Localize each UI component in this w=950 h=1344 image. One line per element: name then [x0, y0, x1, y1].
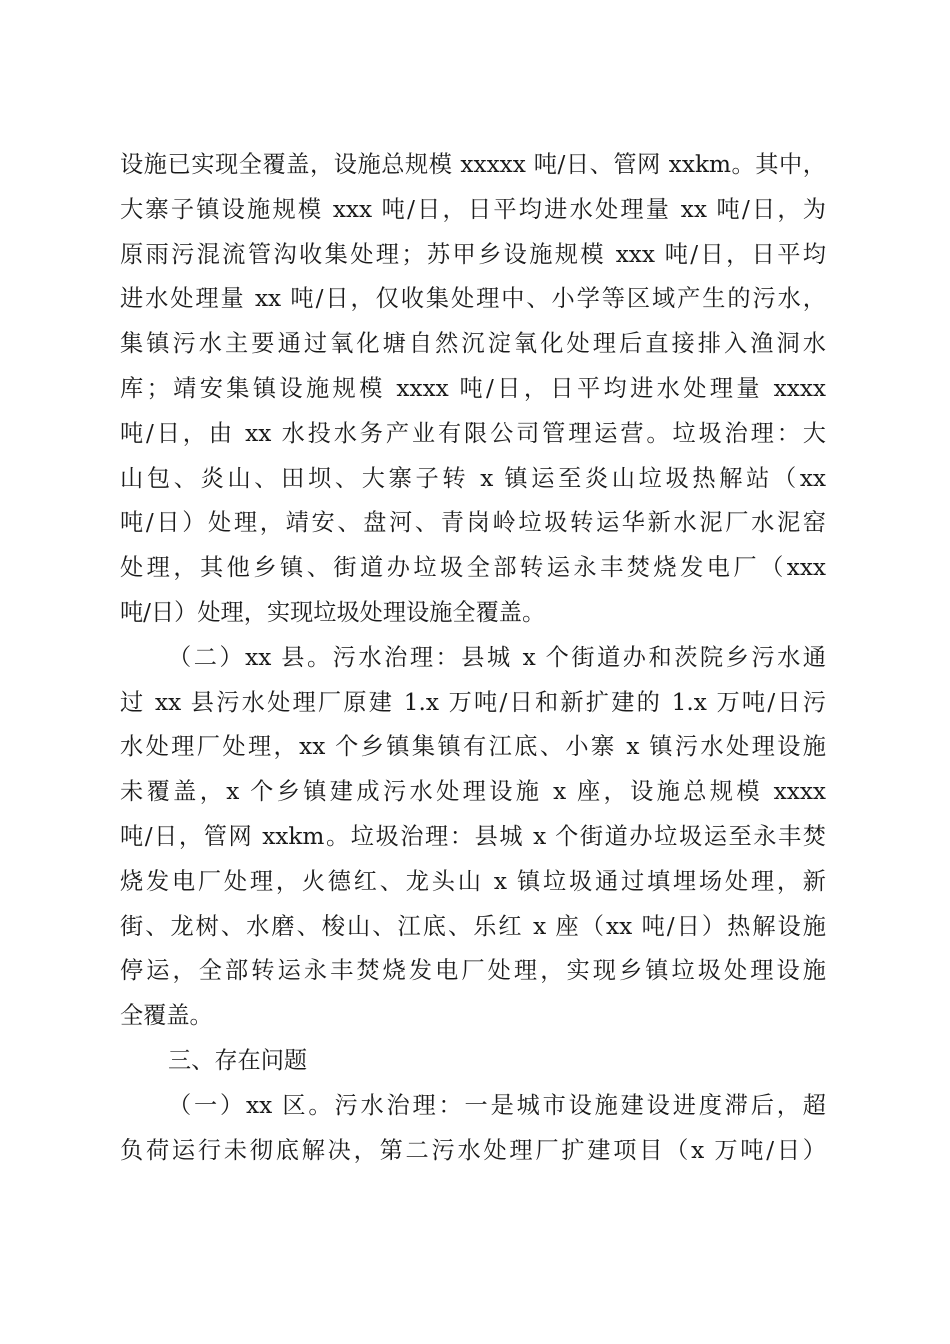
text-line: 设施已实现全覆盖，设施总规模 xxxxx 吨/日、管网 xxkm。其中，: [120, 151, 826, 178]
text-line: 停运，全部转运永丰焚烧发电厂处理，实现乡镇垃圾处理设施: [120, 957, 826, 985]
text-line: 处理，其他乡镇、街道办垃圾全部转运永丰焚烧发电厂（xxx: [120, 554, 826, 582]
text-line: 库；靖安集镇设施规模 xxxx 吨/日，日平均进水处理量 xxxx: [120, 374, 826, 402]
text-line: 吨/日）处理，靖安、盘河、青岗岭垃圾转运华新水泥厂水泥窑: [120, 509, 826, 537]
text-line: 山包、炎山、田坝、大寨子转 x 镇运至炎山垃圾热解站（xx: [120, 464, 826, 492]
text-line: 吨/日，管网 xxkm。垃圾治理：县城 x 个街道办垃圾运至永丰焚: [120, 822, 826, 850]
text-line: 集镇污水主要通过氧化塘自然沉淀氧化处理后直接排入渔洞水: [120, 330, 826, 358]
section-heading: 三、存在问题: [168, 1046, 308, 1074]
text-line: 吨/日，由 xx 水投水务产业有限公司管理运营。垃圾治理：大: [120, 419, 826, 447]
text-line: 大寨子镇设施规模 xxx 吨/日，日平均进水处理量 xx 吨/日，为: [120, 195, 826, 223]
text-line: 水处理厂处理，xx 个乡镇集镇有江底、小寨 x 镇污水处理设施: [120, 733, 826, 761]
text-line: 街、龙树、水磨、梭山、江底、乐红 x 座（xx 吨/日）热解设施: [120, 912, 826, 940]
text-line: 负荷运行未彻底解决，第二污水处理厂扩建项目（x 万吨/日）: [120, 1136, 826, 1164]
text-line: 过 xx 县污水处理厂原建 1.x 万吨/日和新扩建的 1.x 万吨/日污: [120, 688, 826, 716]
text-line: 原雨污混流管沟收集处理；苏甲乡设施规模 xxx 吨/日，日平均: [120, 240, 826, 268]
text-line: 未覆盖，x 个乡镇建成污水处理设施 x 座，设施总规模 xxxx: [120, 778, 826, 806]
text-line: 全覆盖。: [120, 1002, 213, 1030]
section-paragraph-start: （一）xx 区。污水治理：一是城市设施建设进度滞后，超: [168, 1091, 826, 1119]
body-text: [120, 143, 826, 1173]
text-line: 吨/日）处理，实现垃圾处理设施全覆盖。: [120, 598, 546, 626]
text-line: 烧发电厂处理，火德红、龙头山 x 镇垃圾通过填埋场处理，新: [120, 867, 826, 895]
section-paragraph-start: （二）xx 县。污水治理：县城 x 个街道办和茨院乡污水通: [168, 643, 826, 671]
text-line: 进水处理量 xx 吨/日，仅收集处理中、小学等区域产生的污水，: [120, 285, 826, 313]
